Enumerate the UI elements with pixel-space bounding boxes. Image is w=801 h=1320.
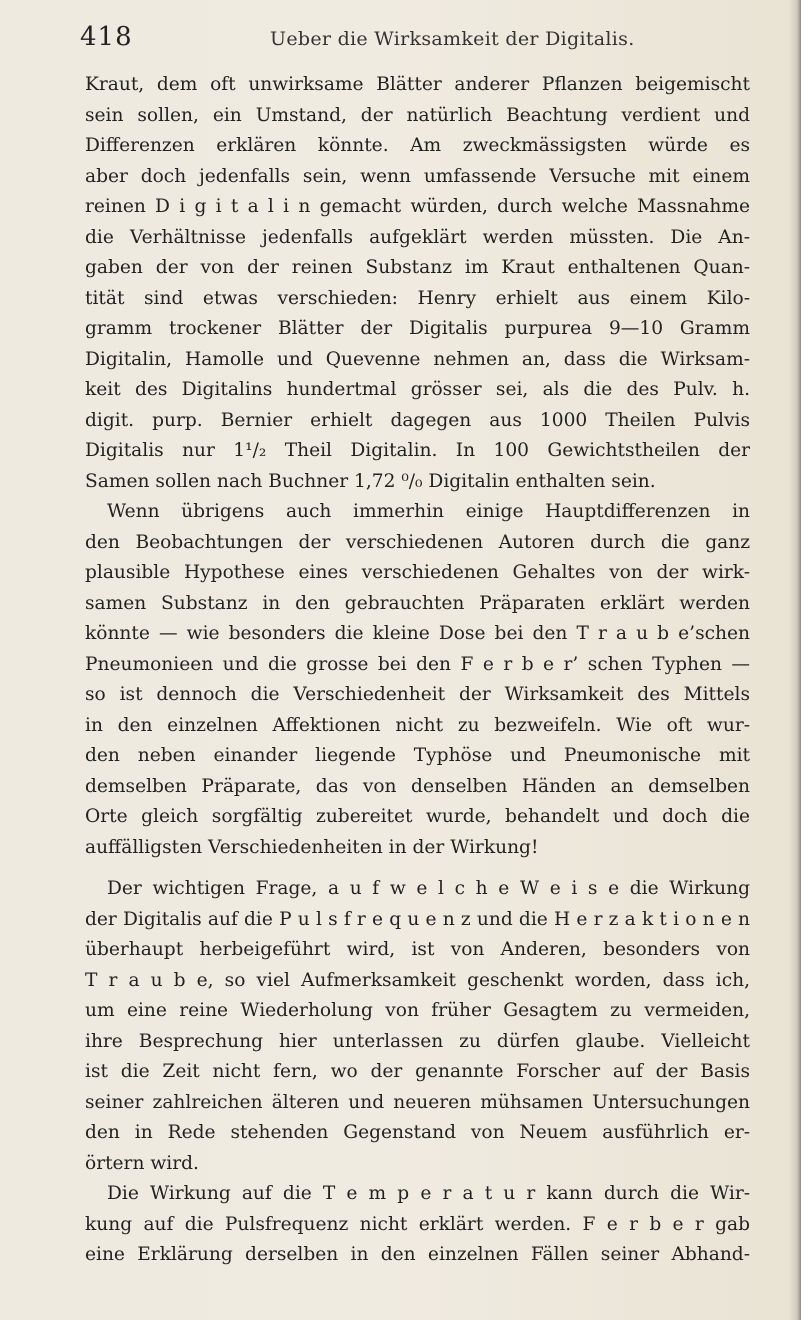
text-line: aber doch jedenfalls sein, wenn umfassende Versuche mit einem (85, 165, 750, 187)
text-line: ihre Besprechung hier unterlassen zu dürfen glaube. Vielleicht (85, 1030, 750, 1052)
text-line: kung auf die Pulsfrequenz nicht erklärt werden. F e r b e r gab (85, 1213, 750, 1235)
text-line: die Verhältnisse jedenfalls aufgeklärt werden müssten. Die An- (85, 226, 750, 248)
text-line: um eine reine Wiederholung von früher Gesagtem zu vermeiden, (85, 1000, 750, 1021)
text-line: sein sollen, ein Umstand, der natürlich Beachtung verdient und (85, 104, 750, 126)
text-line: der Digitalis auf die P u l s f r e q u e n z und die H e r z a k t i o n e n (85, 908, 750, 930)
page-edge-shadow (789, 0, 801, 1320)
text-line: gaben der von der reinen Substanz im Kraut enthaltenen Quan- (85, 257, 750, 278)
text-line: demselben Präparate, das von denselben Händen an demselben (85, 775, 750, 797)
text-line: in den einzelnen Affektionen nicht zu bezweifeln. Wie oft wur- (85, 714, 750, 736)
text-line: örtern wird. (85, 1152, 199, 1174)
text-line: Kraut, dem oft unwirksame Blätter anderer Pflanzen beigemischt (85, 74, 750, 95)
text-line: reinen D i g i t a l i n gemacht würden, durch welche Massnahme (85, 196, 750, 217)
text-line: Differenzen erklären könnte. Am zweckmässigsten würde es (85, 135, 750, 156)
text-line: Pneumonieen und die grosse bei den F e r b e r’ schen Typhen — (85, 653, 750, 675)
text-line: auffälligsten Verschiedenheiten in der Wirkung! (85, 836, 539, 858)
text-line: ist die Zeit nicht fern, wo der genannte Forscher auf der Basis (85, 1061, 750, 1082)
text-line: Orte gleich sorgfältig zubereitet wurde, behandelt und doch die (85, 806, 750, 827)
text-line: T r a u b e, so viel Aufmerksamkeit geschenkt worden, dass ich, (85, 969, 750, 991)
text-line: Digitalis nur 1¹/₂ Theil Digitalin. In 100 Gewichtstheilen der (85, 440, 750, 461)
text-line: keit des Digitalins hundertmal grösser sei, als die des Pulv. h. (85, 379, 750, 400)
text-line: den neben einander liegende Typhöse und Pneumonische mit (85, 745, 750, 766)
text-line: so ist dennoch die Verschiedenheit der Wirksamkeit des Mittels (85, 684, 750, 705)
text-line: den Beobachtungen der verschiedenen Autoren durch die ganz (85, 531, 750, 553)
text-line: Samen sollen nach Buchner 1,72 ⁰/₀ Digitalin enthalten sein. (85, 470, 656, 492)
text-line: Der wichtigen Frage, a u f w e l c h e W e i s e die Wirkung (107, 878, 750, 899)
page-number: 418 (80, 22, 133, 52)
text-line: plausible Hypothese eines verschiedenen Gehaltes von der wirk- (85, 562, 750, 583)
text-line: Die Wirkung auf die T e m p e r a t u r kann durch die Wir- (107, 1183, 750, 1204)
text-line: Wenn übrigens auch immerhin einige Hauptdifferenzen in (107, 501, 750, 522)
text-line: überhaupt herbeigeführt wird, ist von Anderen, besonders von (85, 939, 750, 960)
text-line: tität sind etwas verschieden: Henry erhielt aus einem Kilo- (85, 287, 750, 309)
text-line: eine Erklärung derselben in den einzelnen Fällen seiner Abhand- (85, 1244, 750, 1265)
text-line: den in Rede stehenden Gegenstand von Neuem ausführlich er- (85, 1122, 750, 1143)
text-line: könnte — wie besonders die kleine Dose bei den T r a u b e’schen (85, 623, 750, 644)
page-header (80, 22, 761, 52)
running-title: Ueber die Wirksamkeit der Digitalis. (270, 28, 635, 50)
paragraph-1 (85, 70, 750, 863)
paragraph-2 (85, 874, 750, 1271)
text-line: Digitalin, Hamolle und Quevenne nehmen an, dass die Wirksam- (85, 348, 750, 370)
text-line: digit. purp. Bernier erhielt dagegen aus 1000 Theilen Pulvis (85, 409, 750, 431)
text-line: seiner zahlreichen älteren und neueren mühsamen Untersuchungen (85, 1091, 750, 1113)
text-line: samen Substanz in den gebrauchten Präparaten erklärt werden (85, 592, 750, 614)
text-line: gramm trockener Blätter der Digitalis purpurea 9—10 Gramm (85, 318, 750, 339)
